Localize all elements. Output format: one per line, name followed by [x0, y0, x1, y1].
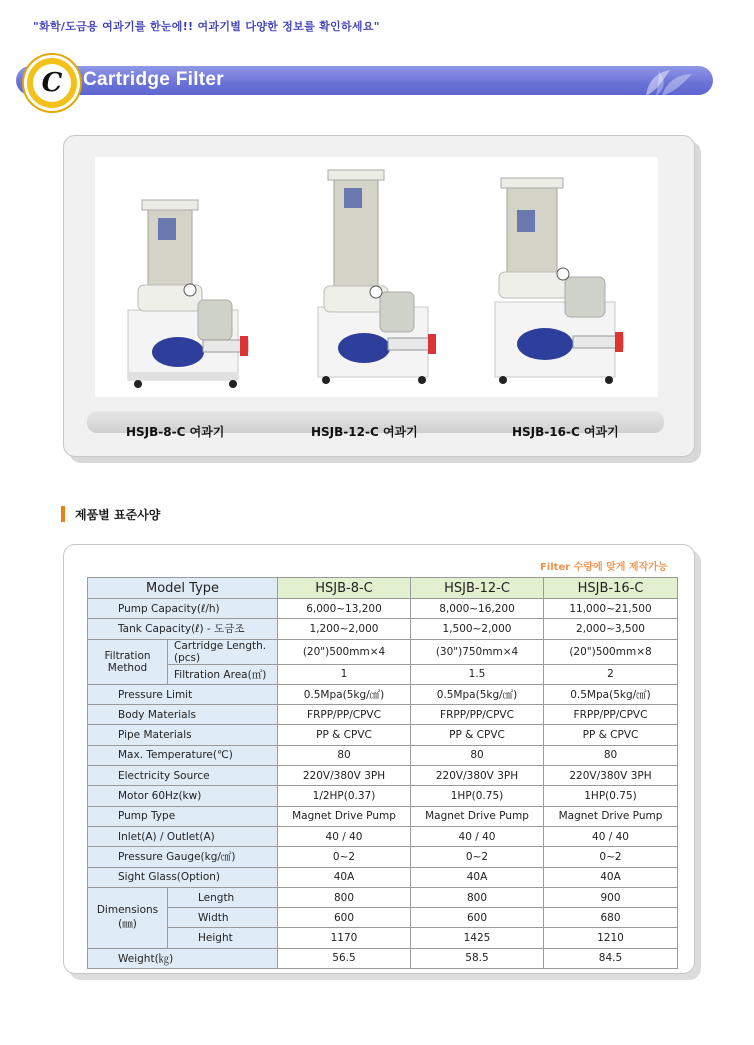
table-cell: PP & CPVC	[411, 725, 544, 745]
table-cell: (20")500mm×8	[544, 639, 678, 664]
table-row	[88, 806, 678, 826]
table-cell: 1170	[278, 928, 411, 948]
table-cell: 40A	[278, 867, 411, 887]
model-header: HSJB-16-C	[544, 578, 678, 599]
table-cell: 80	[411, 745, 544, 765]
section-marker	[61, 506, 65, 522]
table-cell: 58.5	[411, 948, 544, 968]
table-cell: 0~2	[544, 847, 678, 867]
table-cell: 40 / 40	[544, 826, 678, 846]
table-cell: 0~2	[411, 847, 544, 867]
tagline: "화학/도금용 여과기를 한눈에!! 여과기별 다양한 정보를 확인하세요"	[33, 20, 380, 33]
table-cell: Magnet Drive Pump	[278, 806, 411, 826]
table-cell: 1HP(0.75)	[411, 786, 544, 806]
row-label: Max. Temperature(℃)	[88, 745, 278, 765]
table-cell: 1425	[411, 928, 544, 948]
table-cell: 900	[544, 887, 678, 907]
table-cell: Magnet Drive Pump	[411, 806, 544, 826]
table-row	[88, 867, 678, 887]
group-label	[88, 887, 168, 948]
filter-unit-image-hsjb-12-c	[300, 162, 460, 387]
model-header: HSJB-8-C	[278, 578, 411, 599]
sub-label: Width	[168, 908, 278, 928]
table-row	[88, 664, 678, 684]
row-label: Motor 60Hz(kw)	[88, 786, 278, 806]
table-cell: 8,000~16,200	[411, 599, 544, 619]
table-row	[88, 745, 678, 765]
table-cell: (20")500mm×4	[278, 639, 411, 664]
table-row	[88, 619, 678, 639]
row-label: Weight(㎏)	[88, 948, 278, 968]
row-label: Sight Glass(Option)	[88, 867, 278, 887]
table-cell: FRPP/PP/CPVC	[278, 705, 411, 725]
table-cell: 1HP(0.75)	[544, 786, 678, 806]
section-title: 제품별 표준사양	[75, 508, 161, 522]
table-cell: 2,000~3,500	[544, 619, 678, 639]
table-cell: PP & CPVC	[278, 725, 411, 745]
table-row	[88, 766, 678, 786]
group-label: Filtration Method	[88, 639, 168, 684]
table-cell: FRPP/PP/CPVC	[544, 705, 678, 725]
table-cell: 1/2HP(0.37)	[278, 786, 411, 806]
table-row	[88, 847, 678, 867]
table-cell: 220V/380V 3PH	[278, 766, 411, 786]
product-caption-hsjb-16-c: HSJB-16-C 여과기	[512, 425, 619, 439]
table-row	[88, 908, 678, 928]
row-label: Pressure Gauge(kg/㎠)	[88, 847, 278, 867]
row-label: Tank Capacity(ℓ) - 도금조	[88, 619, 278, 639]
table-cell: 84.5	[544, 948, 678, 968]
table-cell: 6,000~13,200	[278, 599, 411, 619]
product-caption-hsjb-8-c: HSJB-8-C 여과기	[126, 425, 225, 439]
table-cell: 40 / 40	[411, 826, 544, 846]
row-label: Inlet(A) / Outlet(A)	[88, 826, 278, 846]
table-row	[88, 786, 678, 806]
table-cell: 80	[278, 745, 411, 765]
sub-label: Filtration Area(㎡)	[168, 664, 278, 684]
table-header-row	[88, 578, 678, 599]
sub-label: Length	[168, 887, 278, 907]
table-cell: 680	[544, 908, 678, 928]
row-label: Electricity Source	[88, 766, 278, 786]
table-row	[88, 887, 678, 907]
custom-order-note: Filter 수량에 맞게 제작가능	[540, 562, 668, 573]
table-row	[88, 705, 678, 725]
table-cell: 2	[544, 664, 678, 684]
table-cell: 40 / 40	[278, 826, 411, 846]
table-cell: FRPP/PP/CPVC	[411, 705, 544, 725]
table-cell: 1	[278, 664, 411, 684]
table-row	[88, 684, 678, 704]
table-cell: 1210	[544, 928, 678, 948]
table-cell: (30")750mm×4	[411, 639, 544, 664]
table-cell: 800	[411, 887, 544, 907]
table-row	[88, 725, 678, 745]
table-row	[88, 639, 678, 664]
table-row	[88, 928, 678, 948]
table-cell: 1,500~2,000	[411, 619, 544, 639]
table-cell: PP & CPVC	[544, 725, 678, 745]
table-cell: 11,000~21,500	[544, 599, 678, 619]
filter-unit-image-hsjb-8-c	[118, 190, 278, 390]
table-cell: 56.5	[278, 948, 411, 968]
table-cell: Magnet Drive Pump	[544, 806, 678, 826]
table-cell: 800	[278, 887, 411, 907]
table-cell: 0~2	[278, 847, 411, 867]
table-cell: 220V/380V 3PH	[544, 766, 678, 786]
leaf-decoration-icon	[636, 68, 706, 98]
filter-unit-image-hsjb-16-c	[487, 172, 652, 387]
row-label: Body Materials	[88, 705, 278, 725]
table-cell: 1,200~2,000	[278, 619, 411, 639]
spec-table	[87, 577, 678, 969]
model-header: HSJB-12-C	[411, 578, 544, 599]
row-label: Pump Type	[88, 806, 278, 826]
header-label: Model Type	[88, 578, 278, 599]
row-label: Pipe Materials	[88, 725, 278, 745]
table-cell: 0.5Mpa(5kg/㎠)	[278, 684, 411, 704]
table-cell: 220V/380V 3PH	[411, 766, 544, 786]
table-cell: 40A	[411, 867, 544, 887]
row-label: Pressure Limit	[88, 684, 278, 704]
dimensions-label: Dimensions (㎜)	[96, 904, 159, 931]
table-row	[88, 826, 678, 846]
category-badge	[24, 55, 80, 111]
table-cell: 80	[544, 745, 678, 765]
product-caption-hsjb-12-c: HSJB-12-C 여과기	[311, 425, 418, 439]
table-row	[88, 948, 678, 968]
badge-letter: C	[33, 64, 71, 102]
sub-label: Cartridge Length.(pcs)	[168, 639, 278, 664]
table-cell: 0.5Mpa(5kg/㎠)	[411, 684, 544, 704]
table-cell: 600	[278, 908, 411, 928]
banner-title: Cartridge Filter	[83, 69, 224, 90]
table-cell: 600	[411, 908, 544, 928]
table-cell: 0.5Mpa(5kg/㎠)	[544, 684, 678, 704]
table-cell: 1.5	[411, 664, 544, 684]
table-cell: 40A	[544, 867, 678, 887]
row-label: Pump Capacity(ℓ/h)	[88, 599, 278, 619]
table-row	[88, 599, 678, 619]
sub-label: Height	[168, 928, 278, 948]
